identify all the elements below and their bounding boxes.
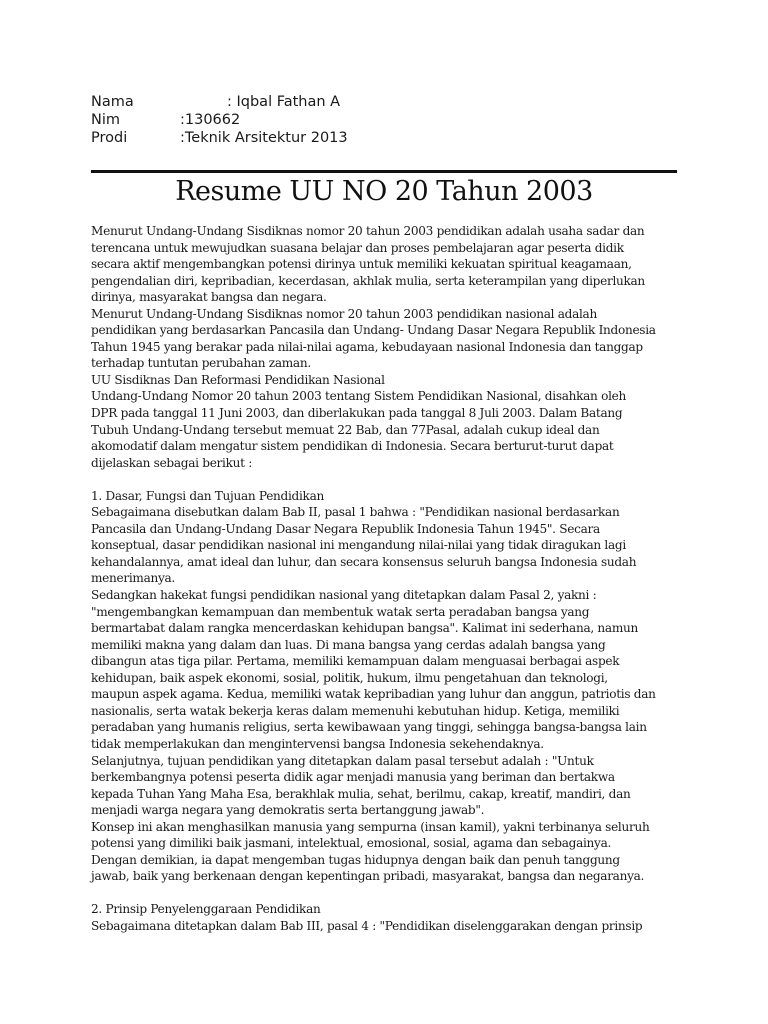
body-line: terencana untuk mewujudkan suasana belajar dan proses pembelajaran agar peserta didik: [91, 240, 624, 255]
name-value: : Iqbal Fathan A: [227, 94, 341, 110]
prodi-row: [91, 129, 348, 147]
body-line: 1. Dasar, Fungsi dan Tujuan Pendidikan: [91, 488, 324, 503]
body-line: Konsep ini akan menghasilkan manusia yang sempurna (insan kamil), yakni terbinanya seluruh: [91, 819, 650, 834]
body-line: nasionalis, serta watak bekerja keras dalam memenuhi kebutuhan hidup. Ketiga, memiliki: [91, 703, 620, 718]
prodi-label: Prodi: [91, 130, 128, 146]
document-body: [91, 223, 691, 935]
horizontal-rule: [91, 170, 677, 173]
body-line: tidak memperlakukan dan mengintervensi bangsa Indonesia sekehendaknya.: [91, 736, 544, 751]
body-line: berkembangnya potensi peserta didik agar menjadi manusia yang beriman dan bertakwa: [91, 770, 615, 785]
prodi-value: :Teknik Arsitektur 2013: [180, 130, 348, 146]
body-line: dijelaskan sebagai berikut :: [91, 455, 252, 470]
body-line: 2. Prinsip Penyelenggaraan Pendidikan: [91, 902, 321, 917]
body-line: Tubuh Undang-Undang tersebut memuat 22 Bab, dan 77Pasal, adalah cukup ideal dan: [91, 422, 600, 437]
body-line: Sedangkan hakekat fungsi pendidikan nasional yang ditetapkan dalam Pasal 2, yakni :: [91, 588, 597, 603]
body-line: kehandalannya, amat ideal dan luhur, dan secara konsensus seluruh bangsa Indonesia sudah: [91, 554, 637, 569]
body-line: akomodatif dalam mengatur sistem pendidikan di Indonesia. Secara berturut-turut dapat: [91, 439, 614, 454]
body-line: dibangun atas tiga pilar. Pertama, memiliki kemampuan dalam menguasai berbagai aspek: [91, 654, 620, 669]
body-line: terhadap tuntutan perubahan zaman.: [91, 356, 311, 371]
body-line: Menurut Undang-Undang Sisdiknas nomor 20 tahun 2003 pendidikan adalah usaha sadar dan: [91, 224, 645, 238]
body-line: pengendalian diri, kepribadian, kecerdasan, akhlak mulia, serta keterampilan yang diperlukan: [91, 273, 645, 288]
body-line: secara aktif mengembangkan potensi dirinya untuk memiliki kekuatan spiritual keagamaan,: [91, 257, 632, 272]
body-line: Undang-Undang Nomor 20 tahun 2003 tentang Sistem Pendidikan Nasional, disahkan oleh: [91, 389, 626, 404]
body-line: Menurut Undang-Undang Sisdiknas nomor 20 tahun 2003 pendidikan nasional adalah: [91, 306, 597, 321]
body-line: [91, 471, 691, 488]
nim-value: :130662: [180, 112, 241, 128]
body-line: pendidikan yang berdasarkan Pancasila dan Undang- Undang Dasar Negara Republik Indonesia: [91, 323, 656, 338]
body-line: Pancasila dan Undang-Undang Dasar Negara Republik Indonesia Tahun 1945". Secara: [91, 521, 600, 536]
body-line: potensi yang dimiliki baik jasmani, intelektual, emosional, sosial, agama dan sebagainya.: [91, 836, 612, 851]
body-line: konseptual, dasar pendidikan nasional ini mengandung nilai-nilai yang tidak diragukan lagi: [91, 538, 626, 553]
body-line: kehidupan, baik aspek ekonomi, sosial, politik, hukum, ilmu pengetahuan dan teknologi,: [91, 670, 608, 685]
body-line: [91, 885, 691, 902]
body-line: Tahun 1945 yang berakar pada nilai-nilai agama, kebudayaan nasional Indonesia dan tanggap: [91, 339, 643, 354]
name-row: [91, 93, 348, 111]
body-line: jawab, baik yang berkenaan dengan kepentingan pribadi, masyarakat, bangsa dan negaranya.: [91, 869, 645, 884]
body-line: Selanjutnya, tujuan pendidikan yang ditetapkan dalam pasal tersebut adalah : "Untuk: [91, 753, 594, 768]
body-line: DPR pada tanggal 11 Juni 2003, dan diberlakukan pada tanggal 8 Juli 2003. Dalam Batang: [91, 406, 623, 421]
nim-row: [91, 111, 348, 129]
body-line: bermartabat dalam rangka mencerdaskan kehidupan bangsa". Kalimat ini sederhana, namun: [91, 621, 638, 636]
body-line: memiliki makna yang dalam dan luas. Di mana bangsa yang cerdas adalah bangsa yang: [91, 637, 606, 652]
body-line: menjadi warga negara yang demokratis serta bertanggung jawab".: [91, 803, 485, 818]
body-line: kepada Tuhan Yang Maha Esa, berakhlak mulia, sehat, berilmu, cakap, kreatif, mandiri, dan: [91, 786, 631, 801]
body-line: peradaban yang humanis religius, serta kewibawaan yang tinggi, sehingga bangsa-bangsa lain: [91, 720, 647, 735]
body-line: maupun aspek agama. Kedua, memiliki watak kepribadian yang luhur dan anggun, patriotis dan: [91, 687, 656, 702]
nim-label: Nim: [91, 112, 120, 128]
student-info: [91, 93, 348, 147]
body-line: menerimanya.: [91, 571, 175, 586]
body-line: Sebagaimana disebutkan dalam Bab II, pasal 1 bahwa : "Pendidikan nasional berdasarkan: [91, 505, 620, 520]
body-line: dirinya, masyarakat bangsa dan negara.: [91, 290, 327, 305]
name-label: Nama: [91, 94, 134, 110]
body-line: "mengembangkan kemampuan dan membentuk watak serta peradaban bangsa yang: [91, 604, 590, 619]
body-line: Dengan demikian, ia dapat mengemban tugas hidupnya dengan baik dan penuh tanggung: [91, 852, 620, 867]
body-line: Sebagaimana ditetapkan dalam Bab III, pasal 4 : "Pendidikan diselenggarakan dengan prinsip: [91, 918, 643, 933]
document-title: Resume UU NO 20 Tahun 2003: [175, 176, 593, 207]
body-line: UU Sisdiknas Dan Reformasi Pendidikan Nasional: [91, 372, 385, 387]
